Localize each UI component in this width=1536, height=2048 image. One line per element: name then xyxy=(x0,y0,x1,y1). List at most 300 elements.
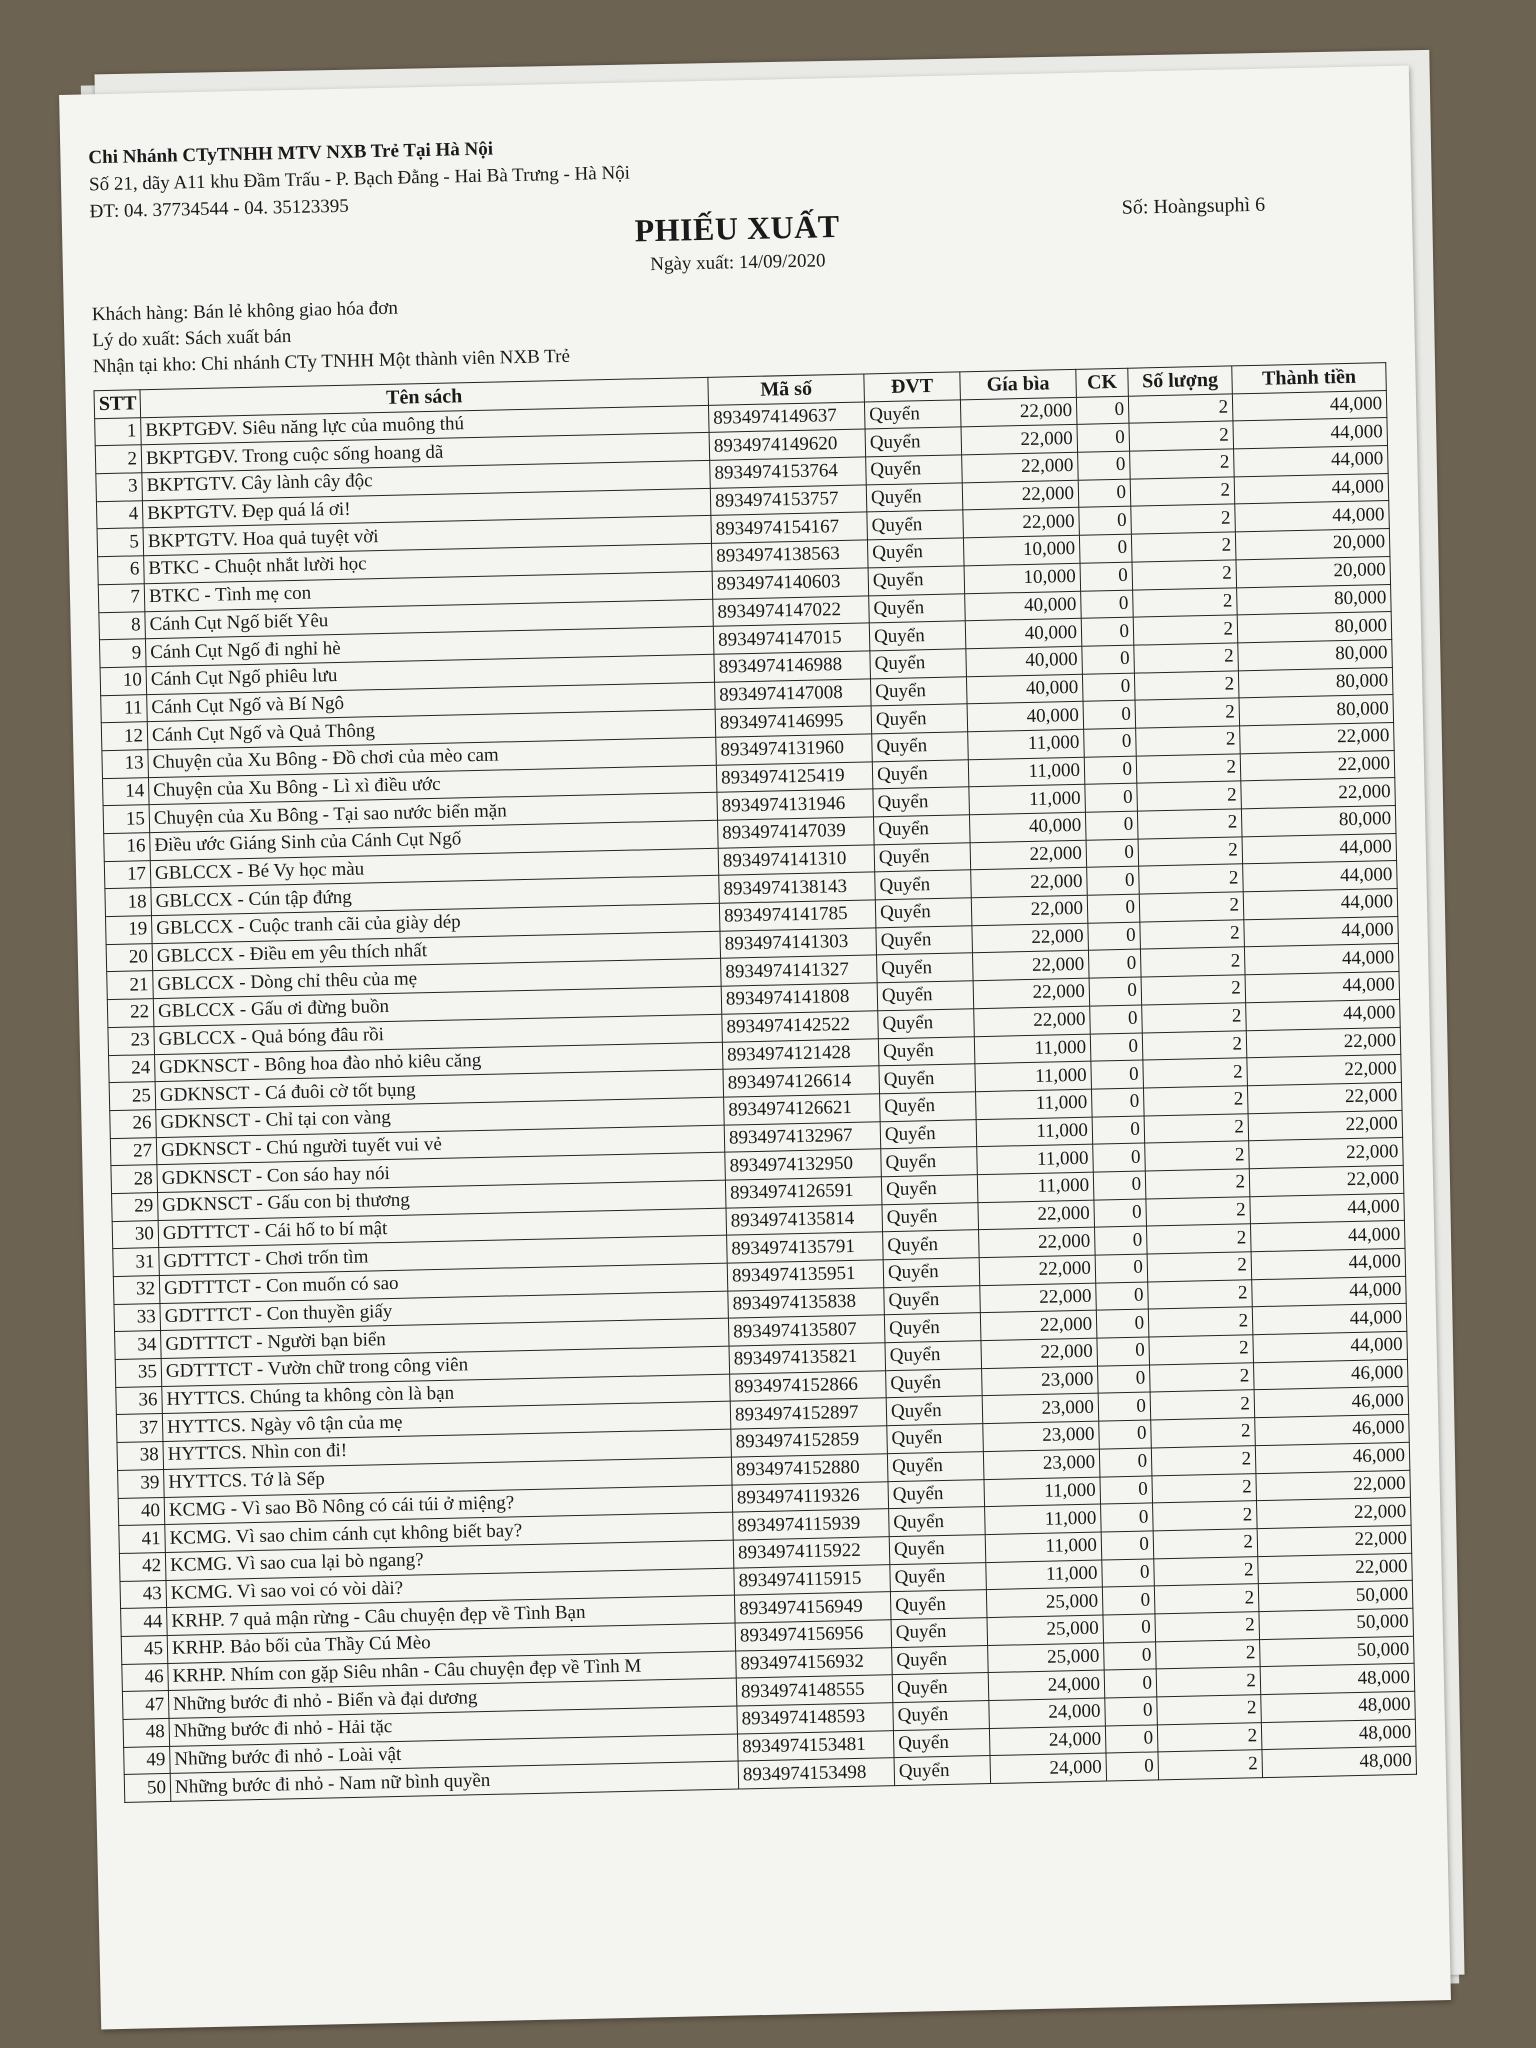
row-amount: 22,000 xyxy=(1241,778,1396,809)
row-amount: 44,000 xyxy=(1243,861,1398,892)
row-quantity: 2 xyxy=(1145,1141,1250,1171)
col-header-discount: CK xyxy=(1076,368,1129,397)
row-unit: Quyển xyxy=(884,1313,981,1343)
row-code: 8934974126621 xyxy=(724,1094,881,1125)
row-book-title: Những bước đi nhỏ - Loài vật xyxy=(170,1734,738,1774)
row-price: 22,000 xyxy=(961,425,1078,455)
row-quantity: 2 xyxy=(1130,477,1235,507)
company-address: Số 21, dãy A11 khu Đầm Trấu - P. Bạch Đằng - Hai Bà Trưng - Hà Nội xyxy=(88,162,631,196)
row-code: 8934974140603 xyxy=(712,568,869,599)
row-unit: Quyển xyxy=(890,1590,987,1620)
row-code: 8934974148593 xyxy=(737,1703,894,1734)
row-book-title: KCMG. Vì sao voi có vòi dài? xyxy=(166,1568,734,1608)
row-amount: 48,000 xyxy=(1261,1691,1416,1722)
row-book-title: KRHP. Nhím con gặp Siêu nhân - Câu chuyện đẹp về Tình M xyxy=(168,1651,736,1691)
row-stt: 31 xyxy=(113,1248,160,1277)
row-price: 22,000 xyxy=(972,923,1089,953)
row-discount: 0 xyxy=(1088,950,1141,979)
row-quantity: 2 xyxy=(1142,1030,1247,1060)
row-code: 8934974153498 xyxy=(738,1758,895,1789)
row-amount: 44,000 xyxy=(1251,1248,1406,1279)
row-book-title: KRHP. Bảo bối của Thầy Cú Mèo xyxy=(167,1623,735,1663)
row-quantity: 2 xyxy=(1154,1584,1259,1614)
row-book-title: GBLCCX - Điều em yêu thích nhất xyxy=(152,931,720,971)
row-amount: 50,000 xyxy=(1258,1581,1413,1612)
row-stt: 9 xyxy=(99,639,146,668)
row-code: 8934974149620 xyxy=(709,429,866,460)
row-discount: 0 xyxy=(1093,1143,1146,1172)
row-quantity: 2 xyxy=(1141,975,1246,1005)
row-stt: 7 xyxy=(98,584,145,613)
warehouse-line: Nhận tại kho: Chi nhánh CTy TNHH Một thành viên NXB Trẻ xyxy=(92,345,571,378)
row-price: 11,000 xyxy=(975,1061,1092,1091)
row-price: 22,000 xyxy=(971,895,1088,925)
row-quantity: 2 xyxy=(1147,1252,1252,1282)
row-book-title: GBLCCX - Dòng chỉ thêu của mẹ xyxy=(153,959,721,999)
row-price: 11,000 xyxy=(984,1477,1101,1507)
row-discount: 0 xyxy=(1087,866,1140,895)
row-stt: 22 xyxy=(107,999,154,1028)
row-code: 8934974135814 xyxy=(726,1204,883,1235)
row-book-title: GDTTTCT - Người bạn biển xyxy=(161,1319,729,1359)
row-code: 8934974121428 xyxy=(722,1038,879,1069)
row-price: 11,000 xyxy=(977,1144,1094,1174)
col-header-unit: ĐVT xyxy=(864,372,961,402)
row-stt: 28 xyxy=(111,1165,158,1194)
row-quantity: 2 xyxy=(1131,532,1236,562)
row-quantity: 2 xyxy=(1140,947,1245,977)
row-price: 11,000 xyxy=(969,785,1086,815)
row-stt: 18 xyxy=(105,888,152,917)
row-amount: 22,000 xyxy=(1249,1165,1404,1196)
row-stt: 25 xyxy=(109,1082,156,1111)
row-unit: Quyển xyxy=(864,400,961,430)
row-discount: 0 xyxy=(1077,424,1130,453)
row-book-title: GBLCCX - Bé Vy học màu xyxy=(150,848,718,888)
row-quantity: 2 xyxy=(1129,421,1234,451)
row-price: 22,000 xyxy=(960,397,1077,427)
row-unit: Quyển xyxy=(882,1202,979,1232)
row-discount: 0 xyxy=(1086,839,1139,868)
row-quantity: 2 xyxy=(1139,864,1244,894)
row-unit: Quyển xyxy=(872,759,969,789)
row-discount: 0 xyxy=(1099,1420,1152,1449)
row-price: 22,000 xyxy=(980,1310,1097,1340)
row-amount: 46,000 xyxy=(1255,1442,1410,1473)
row-quantity: 2 xyxy=(1144,1113,1249,1143)
row-discount: 0 xyxy=(1095,1254,1148,1283)
row-book-title: GDKNSCT - Cá đuôi cờ tốt bụng xyxy=(155,1069,723,1109)
row-amount: 22,000 xyxy=(1256,1470,1411,1501)
row-stt: 20 xyxy=(106,943,153,972)
row-price: 22,000 xyxy=(981,1338,1098,1368)
row-amount: 48,000 xyxy=(1261,1719,1416,1750)
row-stt: 42 xyxy=(119,1552,166,1581)
col-header-price: Gía bìa xyxy=(960,369,1077,399)
row-stt: 37 xyxy=(116,1414,163,1443)
row-unit: Quyển xyxy=(875,870,972,900)
row-amount: 44,000 xyxy=(1233,418,1388,449)
page-title: PHIẾU XUẤT xyxy=(634,207,840,249)
row-discount: 0 xyxy=(1096,1309,1149,1338)
row-price: 24,000 xyxy=(989,1726,1106,1756)
row-unit: Quyển xyxy=(883,1258,980,1288)
row-stt: 2 xyxy=(95,445,142,474)
row-code: 8934974147022 xyxy=(713,595,870,626)
row-book-title: Chuyện của Xu Bông - Lì xì điều ước xyxy=(148,765,716,805)
row-stt: 32 xyxy=(113,1276,160,1305)
row-discount: 0 xyxy=(1083,700,1136,729)
row-discount: 0 xyxy=(1104,1669,1157,1698)
row-quantity: 2 xyxy=(1143,1086,1248,1116)
row-discount: 0 xyxy=(1093,1171,1146,1200)
row-stt: 34 xyxy=(115,1331,162,1360)
row-quantity: 2 xyxy=(1134,670,1239,700)
row-book-title: KCMG. Vì sao cua lại bò ngang? xyxy=(165,1540,733,1580)
row-price: 22,000 xyxy=(980,1283,1097,1313)
row-price: 25,000 xyxy=(987,1615,1104,1645)
row-stt: 38 xyxy=(117,1442,164,1471)
row-book-title: GBLCCX - Gấu ơi đừng buồn xyxy=(153,986,721,1026)
row-book-title: BTKC - Tình mẹ con xyxy=(144,571,712,611)
row-price: 11,000 xyxy=(968,729,1085,759)
row-discount: 0 xyxy=(1099,1448,1152,1477)
row-quantity: 2 xyxy=(1151,1418,1256,1448)
row-book-title: GBLCCX - Cún tập đứng xyxy=(151,876,719,916)
row-price: 22,000 xyxy=(971,868,1088,898)
row-price: 40,000 xyxy=(967,702,1084,732)
row-discount: 0 xyxy=(1101,1503,1154,1532)
row-discount: 0 xyxy=(1098,1365,1151,1394)
row-price: 11,000 xyxy=(986,1560,1103,1590)
row-book-title: Cánh Cụt Ngố phiêu lưu xyxy=(146,654,714,694)
row-price: 23,000 xyxy=(982,1394,1099,1424)
row-amount: 80,000 xyxy=(1238,639,1393,670)
row-stt: 12 xyxy=(101,722,148,751)
row-quantity: 2 xyxy=(1139,892,1244,922)
row-quantity: 2 xyxy=(1153,1529,1258,1559)
row-discount: 0 xyxy=(1082,673,1135,702)
row-book-title: KCMG. Vì sao chim cánh cụt không biết bay? xyxy=(165,1512,733,1552)
row-quantity: 2 xyxy=(1140,920,1245,950)
row-quantity: 2 xyxy=(1151,1445,1256,1475)
row-price: 11,000 xyxy=(976,1089,1093,1119)
row-unit: Quyển xyxy=(889,1507,986,1537)
row-unit: Quyển xyxy=(874,842,971,872)
row-discount: 0 xyxy=(1088,922,1141,951)
row-amount: 22,000 xyxy=(1257,1497,1412,1528)
row-unit: Quyển xyxy=(873,787,970,817)
row-code: 8934974141303 xyxy=(720,928,877,959)
row-unit: Quyển xyxy=(870,676,967,706)
row-code: 8934974126591 xyxy=(725,1177,882,1208)
row-amount: 44,000 xyxy=(1244,916,1399,947)
row-stt: 16 xyxy=(104,833,151,862)
row-book-title: KRHP. 7 quả mận rừng - Câu chuyện đẹp về Tình Bạn xyxy=(167,1595,735,1635)
reason-line: Lý do xuất: Sách xuất bán xyxy=(92,325,292,352)
row-book-title: GDTTTCT - Cái hố to bí mật xyxy=(158,1208,726,1248)
row-quantity: 2 xyxy=(1150,1390,1255,1420)
row-price: 22,000 xyxy=(974,1006,1091,1036)
row-stt: 35 xyxy=(115,1359,162,1388)
export-date: Ngày xuất: 14/09/2020 xyxy=(650,250,826,276)
company-phone: ĐT: 04. 37734544 - 04. 35123395 xyxy=(89,195,350,223)
row-price: 25,000 xyxy=(986,1587,1103,1617)
row-stt: 24 xyxy=(109,1054,156,1083)
row-amount: 44,000 xyxy=(1252,1304,1407,1335)
row-book-title: BKPTGTV. Hoa quả tuyệt vời xyxy=(143,516,711,556)
row-code: 8934974138563 xyxy=(711,540,868,571)
row-discount: 0 xyxy=(1091,1088,1144,1117)
row-discount: 0 xyxy=(1076,396,1129,425)
row-unit: Quyển xyxy=(870,649,967,679)
col-header-amount: Thành tiền xyxy=(1232,363,1387,394)
row-stt: 33 xyxy=(114,1303,161,1332)
row-price: 11,000 xyxy=(977,1172,1094,1202)
row-price: 40,000 xyxy=(969,812,1086,842)
row-quantity: 2 xyxy=(1156,1667,1261,1697)
row-quantity: 2 xyxy=(1136,753,1241,783)
row-unit: Quyển xyxy=(868,566,965,596)
row-stt: 48 xyxy=(123,1718,170,1747)
row-book-title: GDKNSCT - Gấu con bị thương xyxy=(158,1180,726,1220)
row-code: 8934974153757 xyxy=(710,485,867,516)
row-stt: 1 xyxy=(95,417,142,446)
row-price: 22,000 xyxy=(970,840,1087,870)
row-quantity: 2 xyxy=(1133,587,1238,617)
col-header-stt: STT xyxy=(94,390,141,419)
row-amount: 22,000 xyxy=(1247,1055,1402,1086)
row-amount: 22,000 xyxy=(1248,1110,1403,1141)
row-code: 8934974152880 xyxy=(731,1454,888,1485)
row-amount: 44,000 xyxy=(1246,999,1401,1030)
row-amount: 50,000 xyxy=(1260,1636,1415,1667)
row-price: 22,000 xyxy=(962,480,1079,510)
row-unit: Quyển xyxy=(892,1673,989,1703)
row-book-title: GDKNSCT - Con sáo hay nói xyxy=(157,1152,725,1192)
row-quantity: 2 xyxy=(1137,809,1242,839)
row-quantity: 2 xyxy=(1157,1722,1262,1752)
row-unit: Quyển xyxy=(880,1119,977,1149)
row-code: 8934974153481 xyxy=(737,1730,894,1761)
row-discount: 0 xyxy=(1082,645,1135,674)
row-code: 8934974115915 xyxy=(734,1564,891,1595)
row-amount: 80,000 xyxy=(1241,805,1396,836)
row-price: 22,000 xyxy=(962,452,1079,482)
row-discount: 0 xyxy=(1078,479,1131,508)
row-stt: 14 xyxy=(102,777,149,806)
row-discount: 0 xyxy=(1079,534,1132,563)
row-unit: Quyển xyxy=(883,1230,980,1260)
row-unit: Quyển xyxy=(876,925,973,955)
row-unit: Quyển xyxy=(878,1009,975,1039)
row-price: 22,000 xyxy=(973,978,1090,1008)
row-book-title: BKPTGĐV. Trong cuộc sống hoang dã xyxy=(141,433,709,473)
row-unit: Quyển xyxy=(871,704,968,734)
row-amount: 22,000 xyxy=(1258,1553,1413,1584)
row-discount: 0 xyxy=(1097,1337,1150,1366)
row-price: 24,000 xyxy=(989,1698,1106,1728)
row-code: 8934974141310 xyxy=(718,845,875,876)
row-unit: Quyển xyxy=(872,732,969,762)
row-code: 8934974152866 xyxy=(730,1370,887,1401)
row-discount: 0 xyxy=(1106,1752,1159,1781)
row-unit: Quyển xyxy=(877,953,974,983)
row-unit: Quyển xyxy=(867,510,964,540)
row-unit: Quyển xyxy=(867,538,964,568)
row-code: 8934974154167 xyxy=(711,512,868,543)
row-quantity: 2 xyxy=(1145,1169,1250,1199)
row-book-title: Cánh Cụt Ngố và Bí Ngô xyxy=(147,682,715,722)
row-discount: 0 xyxy=(1079,507,1132,536)
row-price: 10,000 xyxy=(963,535,1080,565)
row-unit: Quyển xyxy=(886,1396,983,1426)
row-stt: 45 xyxy=(121,1635,168,1664)
row-amount: 80,000 xyxy=(1237,612,1392,643)
row-quantity: 2 xyxy=(1153,1501,1258,1531)
row-discount: 0 xyxy=(1096,1282,1149,1311)
row-unit: Quyển xyxy=(869,621,966,651)
row-unit: Quyển xyxy=(892,1645,989,1675)
row-code: 8934974156949 xyxy=(734,1592,891,1623)
row-discount: 0 xyxy=(1105,1697,1158,1726)
row-unit: Quyển xyxy=(880,1092,977,1122)
row-quantity: 2 xyxy=(1149,1335,1254,1365)
row-discount: 0 xyxy=(1090,1005,1143,1034)
row-discount: 0 xyxy=(1085,783,1138,812)
row-stt: 36 xyxy=(116,1386,163,1415)
row-discount: 0 xyxy=(1098,1392,1151,1421)
row-code: 8934974115939 xyxy=(733,1509,890,1540)
row-price: 11,000 xyxy=(974,1034,1091,1064)
row-price: 24,000 xyxy=(988,1670,1105,1700)
row-quantity: 2 xyxy=(1143,1058,1248,1088)
col-header-code: Mã số xyxy=(708,374,865,405)
row-stt: 27 xyxy=(110,1137,157,1166)
row-code: 8934974135821 xyxy=(729,1343,886,1374)
row-code: 8934974115922 xyxy=(733,1537,890,1568)
row-stt: 43 xyxy=(120,1580,167,1609)
row-discount: 0 xyxy=(1094,1199,1147,1228)
row-quantity: 2 xyxy=(1146,1224,1251,1254)
row-book-title: GDKNSCT - Bông hoa đào nhỏ kiêu căng xyxy=(155,1042,723,1082)
row-price: 23,000 xyxy=(983,1449,1100,1479)
row-price: 22,000 xyxy=(972,951,1089,981)
row-book-title: BKPTGTV. Cây lành cây độc xyxy=(142,460,710,500)
row-code: 8934974141327 xyxy=(721,955,878,986)
row-amount: 44,000 xyxy=(1234,446,1389,477)
row-price: 23,000 xyxy=(982,1366,1099,1396)
row-price: 40,000 xyxy=(966,674,1083,704)
row-code: 8934974131946 xyxy=(717,789,874,820)
row-unit: Quyển xyxy=(885,1341,982,1371)
row-amount: 50,000 xyxy=(1259,1608,1414,1639)
row-stt: 46 xyxy=(122,1663,169,1692)
document-number: Số: Hoàngsuphì 6 xyxy=(1121,193,1266,219)
row-book-title: HYTTCS. Nhìn con đi! xyxy=(163,1429,731,1469)
row-amount: 20,000 xyxy=(1235,529,1390,560)
row-unit: Quyển xyxy=(877,981,974,1011)
row-amount: 22,000 xyxy=(1240,722,1395,753)
row-unit: Quyển xyxy=(873,815,970,845)
row-code: 8934974131960 xyxy=(716,734,873,765)
row-book-title: BTKC - Chuột nhắt lười học xyxy=(144,543,712,583)
row-quantity: 2 xyxy=(1154,1556,1259,1586)
row-unit: Quyển xyxy=(890,1562,987,1592)
row-discount: 0 xyxy=(1105,1725,1158,1754)
row-unit: Quyển xyxy=(865,427,962,457)
row-unit: Quyển xyxy=(875,898,972,928)
row-code: 8934974132967 xyxy=(724,1121,881,1152)
row-book-title: HYTTCS. Ngày vô tận của mẹ xyxy=(162,1402,730,1442)
row-stt: 41 xyxy=(119,1525,166,1554)
row-stt: 21 xyxy=(107,971,154,1000)
row-unit: Quyển xyxy=(881,1175,978,1205)
row-quantity: 2 xyxy=(1157,1695,1262,1725)
row-book-title: BKPTGTV. Đẹp quá lá ơi! xyxy=(142,488,710,528)
row-discount: 0 xyxy=(1081,617,1134,646)
row-stt: 10 xyxy=(100,667,147,696)
company-header xyxy=(88,133,631,226)
row-discount: 0 xyxy=(1092,1116,1145,1145)
company-name: Chi Nhánh CTyTNHH MTV NXB Trẻ Tại Hà Nội xyxy=(88,138,494,169)
row-amount: 44,000 xyxy=(1245,972,1400,1003)
row-price: 11,000 xyxy=(985,1504,1102,1534)
row-book-title: GDTTTCT - Con muốn có sao xyxy=(159,1263,727,1303)
row-quantity: 2 xyxy=(1146,1196,1251,1226)
row-quantity: 2 xyxy=(1138,837,1243,867)
row-amount: 44,000 xyxy=(1250,1221,1405,1252)
row-discount: 0 xyxy=(1087,894,1140,923)
row-code: 8934974142522 xyxy=(722,1011,879,1042)
row-amount: 22,000 xyxy=(1247,1082,1402,1113)
row-discount: 0 xyxy=(1104,1642,1157,1671)
row-amount: 44,000 xyxy=(1243,889,1398,920)
row-code: 8934974126614 xyxy=(723,1066,880,1097)
row-discount: 0 xyxy=(1089,977,1142,1006)
col-header-quantity: Số lượng xyxy=(1128,366,1233,396)
row-stt: 8 xyxy=(99,611,146,640)
row-code: 8934974153764 xyxy=(710,457,867,488)
row-discount: 0 xyxy=(1090,1033,1143,1062)
row-stt: 44 xyxy=(121,1608,168,1637)
row-stt: 6 xyxy=(98,556,145,585)
row-price: 10,000 xyxy=(964,563,1081,593)
row-unit: Quyển xyxy=(891,1618,988,1648)
row-unit: Quyển xyxy=(886,1368,983,1398)
row-discount: 0 xyxy=(1091,1060,1144,1089)
row-discount: 0 xyxy=(1103,1614,1156,1643)
row-discount: 0 xyxy=(1080,562,1133,591)
row-price: 22,000 xyxy=(978,1200,1095,1230)
row-quantity: 2 xyxy=(1155,1612,1260,1642)
row-amount: 44,000 xyxy=(1235,501,1390,532)
row-discount: 0 xyxy=(1085,811,1138,840)
row-code: 8934974152859 xyxy=(731,1426,888,1457)
row-code: 8934974146988 xyxy=(714,651,871,682)
row-quantity: 2 xyxy=(1132,560,1237,590)
row-quantity: 2 xyxy=(1137,781,1242,811)
row-code: 8934974141785 xyxy=(719,900,876,931)
row-quantity: 2 xyxy=(1148,1279,1253,1309)
row-unit: Quyển xyxy=(893,1728,990,1758)
row-quantity: 2 xyxy=(1134,643,1239,673)
row-book-title: KCMG - Vì sao Bồ Nông có cái túi ở miệng? xyxy=(164,1485,732,1525)
row-price: 22,000 xyxy=(979,1255,1096,1285)
row-quantity: 2 xyxy=(1130,449,1235,479)
row-price: 25,000 xyxy=(988,1643,1105,1673)
row-code: 8934974119326 xyxy=(732,1481,889,1512)
